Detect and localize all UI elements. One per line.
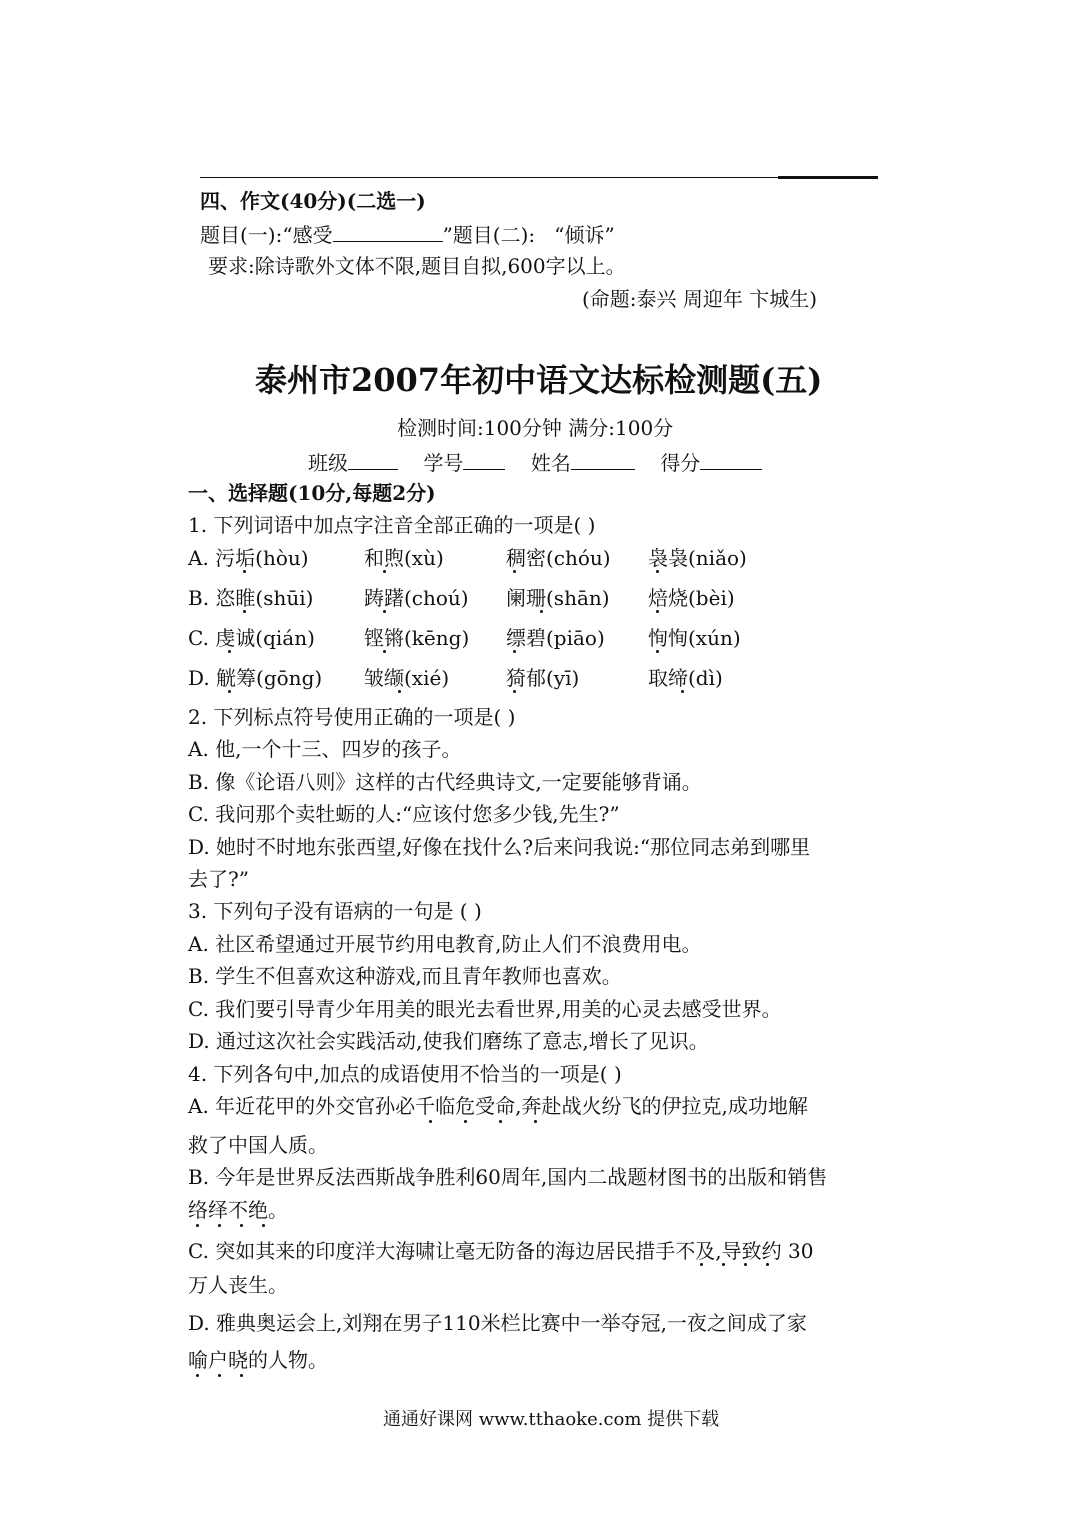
dot-mark: [429, 1120, 432, 1123]
dot-mark: [744, 1263, 747, 1266]
topic2: “倾诉”: [554, 223, 615, 247]
q4-option-b-line2: 络绎不绝。: [188, 1198, 288, 1222]
q1-d-2: 皱缬(xié): [364, 666, 450, 690]
q1-c-1: C. 虔诚(qián): [188, 626, 315, 650]
name-blank: [571, 449, 635, 470]
topic1-prefix: 题目(一):“感受: [200, 223, 333, 247]
dot-mark: [383, 650, 386, 653]
q4-option-c-line1: C. 突如其来的印度洋大海啸让毫无防备的海边居民措手不及,导致约 30: [188, 1239, 814, 1263]
top-rule-thick: [778, 176, 878, 179]
q1-c-2: 铿锵(kēng): [364, 626, 470, 650]
dot-mark: [218, 1224, 221, 1227]
q3-option-d: D. 通过这次社会实践活动,使我们磨练了意志,增长了见识。: [188, 1029, 709, 1053]
section4-topics: [200, 221, 615, 247]
dot-mark: [681, 690, 684, 693]
exam-info-row: [308, 449, 762, 475]
dot-mark: [513, 690, 516, 693]
dot-mark: [243, 610, 246, 613]
q1-b-2: 踌躇(choú): [364, 586, 469, 610]
page-footer: 通通好课网 www.tthaoke.com 提供下载: [383, 1409, 720, 1430]
dot-mark: [656, 570, 659, 573]
q1-d-4: 取缔(dì): [648, 666, 723, 690]
dot-mark: [656, 610, 659, 613]
q4-option-b-line1: B. 今年是世界反法西斯战争胜利60周年,国内二战题材图书的出版和销售: [188, 1165, 828, 1189]
q4-option-a-line2: 救了中国人质。: [188, 1133, 328, 1157]
section4-credit: (命题:泰兴 周迎年 卞城生): [582, 287, 818, 311]
dot-mark: [513, 570, 516, 573]
q1-a-4: 袅袅(niǎo): [648, 546, 747, 570]
id-blank: [463, 449, 505, 470]
section1-title: 一、选择题(10分,每题2分): [188, 481, 436, 505]
q1-b-3: 阑珊(shān): [506, 586, 610, 610]
dot-mark: [534, 1120, 537, 1123]
q4-option-a-line1: A. 年近花甲的外交官孙必千临危受命,奔赴战火纷飞的伊拉克,成功地解: [188, 1094, 808, 1118]
q2-option-d-line1: D. 她时不时地东张西望,好像在找什么?后来问我说:“那位同志弟到哪里: [188, 835, 811, 859]
q3-stem: 3. 下列句子没有语病的一句是 ( ): [188, 899, 482, 923]
q4-option-d-line2: 喻户晓的人物。: [188, 1348, 328, 1372]
exam-title: 泰州市2007年初中语文达标检测题(五): [255, 361, 823, 399]
q3-option-c: C. 我们要引导青少年用美的眼光去看世界,用美的心灵去感受世界。: [188, 997, 782, 1021]
q2-option-d-line2: 去了?”: [188, 867, 249, 891]
exam-time-score: 检测时间:100分钟 满分:100分: [397, 416, 674, 440]
dot-mark: [513, 650, 516, 653]
dot-mark: [196, 1374, 199, 1377]
dot-mark: [656, 650, 659, 653]
q4-option-d-line1: D. 雅典奥运会上,刘翔在男子110米栏比赛中一举夺冠,一夜之间成了家: [188, 1311, 807, 1335]
dot-mark: [464, 1120, 467, 1123]
dot-mark: [398, 690, 401, 693]
q4-option-c-line2: 万人丧生。: [188, 1273, 288, 1297]
name-label: 姓名: [530, 451, 571, 475]
dot-mark: [383, 610, 386, 613]
dot-mark: [499, 1120, 502, 1123]
q1-a-1: A. 污垢(hòu): [188, 546, 309, 570]
top-rule: [200, 177, 878, 178]
topic1-blank: [333, 221, 443, 242]
dot-mark: [766, 1263, 769, 1266]
q1-stem: 1. 下列词语中加点字注音全部正确的一项是( ): [188, 513, 596, 537]
q2-option-b: B. 像《论语八则》这样的古代经典诗文,一定要能够背诵。: [188, 770, 702, 794]
section4-requirement: 要求:除诗歌外文体不限,题目自拟,600字以上。: [208, 254, 626, 278]
class-label: 班级: [308, 451, 348, 475]
dot-mark: [218, 1374, 221, 1377]
score-label: 得分: [660, 451, 701, 475]
dot-mark: [228, 650, 231, 653]
q1-b-1: B. 恣睢(shūi): [188, 586, 314, 610]
q1-d-1: D. 觥筹(gōng): [188, 666, 323, 690]
class-blank: [348, 449, 398, 470]
q1-a-3: 稠密(chóu): [506, 546, 611, 570]
q4-stem: 4. 下列各句中,加点的成语使用不恰当的一项是( ): [188, 1062, 622, 1086]
dot-mark: [243, 570, 246, 573]
section4-title: 四、作文(40分)(二选一): [200, 189, 426, 213]
q2-stem: 2. 下列标点符号使用正确的一项是( ): [188, 705, 516, 729]
dot-mark: [262, 1224, 265, 1227]
q1-c-4: 恂恂(xún): [648, 626, 741, 650]
dot-mark: [722, 1263, 725, 1266]
dot-mark: [700, 1263, 703, 1266]
topic1-suffix: ”题目(二):: [442, 223, 536, 247]
q1-b-4: 焙烧(bèi): [648, 586, 735, 610]
id-label: 学号: [423, 451, 464, 475]
q2-option-c: C. 我问那个卖牡蛎的人:“应该付您多少钱,先生?”: [188, 802, 620, 826]
q1-d-3: 猗郁(yī): [506, 666, 580, 690]
dot-mark: [540, 610, 543, 613]
score-blank: [700, 449, 762, 470]
q3-option-a: A. 社区希望通过开展节约用电教育,防止人们不浪费用电。: [188, 932, 702, 956]
dot-mark: [383, 570, 386, 573]
q1-c-3: 缥碧(piāo): [506, 626, 605, 650]
dot-mark: [196, 1224, 199, 1227]
q1-a-2: 和煦(xù): [364, 546, 444, 570]
dot-mark: [228, 690, 231, 693]
dot-mark: [240, 1224, 243, 1227]
dot-mark: [240, 1374, 243, 1377]
q2-option-a: A. 他,一个十三、四岁的孩子。: [188, 737, 462, 761]
q3-option-b: B. 学生不但喜欢这种游戏,而且青年教师也喜欢。: [188, 964, 622, 988]
